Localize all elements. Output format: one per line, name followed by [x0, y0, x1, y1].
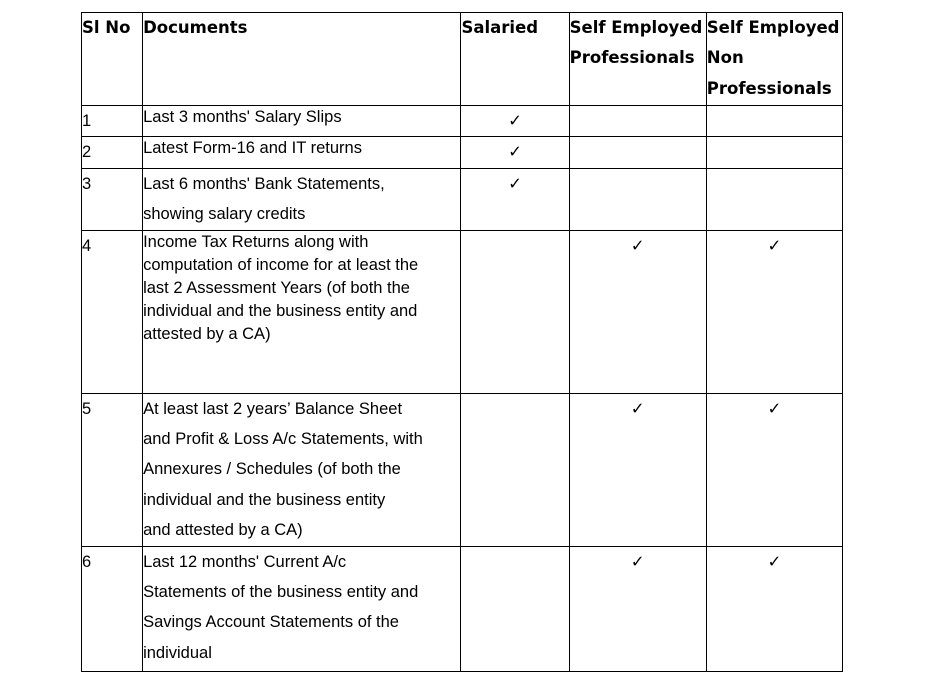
senp-check-icon: ✓ [706, 230, 842, 393]
row-sl-no: 5 [82, 393, 143, 546]
header-sep-line-1: Self Employed [569, 18, 703, 37]
row-document [143, 137, 461, 168]
header-sep-line-2: Professionals [569, 48, 695, 68]
sep-check-icon: ✓ [569, 546, 706, 671]
salaried-check-icon: ✓ [461, 168, 569, 230]
document-line: Last 12 months' Current A/c [143, 552, 347, 571]
senp-check-icon: ✓ [706, 546, 842, 671]
document-line: computation of income for at least the [143, 255, 419, 274]
header-row [82, 13, 843, 106]
salaried-cell [461, 393, 569, 546]
row-document [143, 230, 461, 393]
document-line: attested by a CA) [143, 325, 271, 344]
document-line: Last 3 months' Salary Slips [143, 108, 342, 126]
document-line: and Profit & Loss A/c Statements, with [143, 430, 423, 449]
header-salaried: Salaried [461, 13, 569, 106]
header-senp-line-2: Non [706, 48, 744, 68]
salaried-cell [461, 546, 569, 671]
document-line: individual and the business entity [143, 490, 386, 509]
row-sl-no: 6 [82, 546, 143, 671]
table-row [82, 230, 843, 393]
table-row [82, 546, 843, 671]
table-row [82, 393, 843, 546]
document-line: and attested by a CA) [143, 521, 303, 540]
row-document [143, 393, 461, 546]
row-sl-no: 4 [82, 230, 143, 393]
senp-cell [706, 168, 842, 230]
salaried-check-icon: ✓ [461, 137, 569, 168]
row-sl-no: 3 [82, 168, 143, 230]
salaried-check-icon: ✓ [461, 106, 569, 137]
document-line: Last 6 months' Bank Statements, [143, 174, 385, 193]
header-self-employed-professionals [569, 13, 706, 106]
table-row [82, 168, 843, 230]
senp-check-icon: ✓ [706, 393, 842, 546]
header-self-employed-non-professionals [706, 13, 842, 106]
header-sl-no: Sl No [82, 13, 143, 106]
salaried-cell [461, 230, 569, 393]
row-sl-no: 2 [82, 137, 143, 168]
header-senp-line-1: Self Employed [706, 18, 840, 37]
document-line: showing salary credits [143, 205, 306, 224]
sep-check-icon: ✓ [569, 230, 706, 393]
document-line: Income Tax Returns along with [143, 232, 369, 251]
table-row [82, 137, 843, 168]
row-sl-no: 1 [82, 106, 143, 137]
document-line: last 2 Assessment Years (of both the [143, 279, 410, 298]
row-document [143, 546, 461, 671]
sep-check-icon: ✓ [569, 393, 706, 546]
document-line: Annexures / Schedules (of both the [143, 460, 401, 479]
sep-cell [569, 106, 706, 137]
document-line: individual and the business entity and [143, 302, 418, 321]
document-line: Statements of the business entity and [143, 583, 419, 602]
document-line: Savings Account Statements of the [143, 613, 399, 632]
row-document [143, 106, 461, 137]
header-senp-line-3: Professionals [706, 78, 832, 98]
document-line: individual [143, 643, 212, 662]
senp-cell [706, 106, 842, 137]
sep-cell [569, 168, 706, 230]
sep-cell [569, 137, 706, 168]
documents-table [81, 12, 843, 672]
row-document [143, 168, 461, 230]
document-line: At least last 2 years’ Balance Sheet [143, 399, 403, 418]
senp-cell [706, 137, 842, 168]
header-documents: Documents [143, 13, 461, 106]
table-row [82, 106, 843, 137]
document-line: Latest Form-16 and IT returns [143, 139, 362, 158]
